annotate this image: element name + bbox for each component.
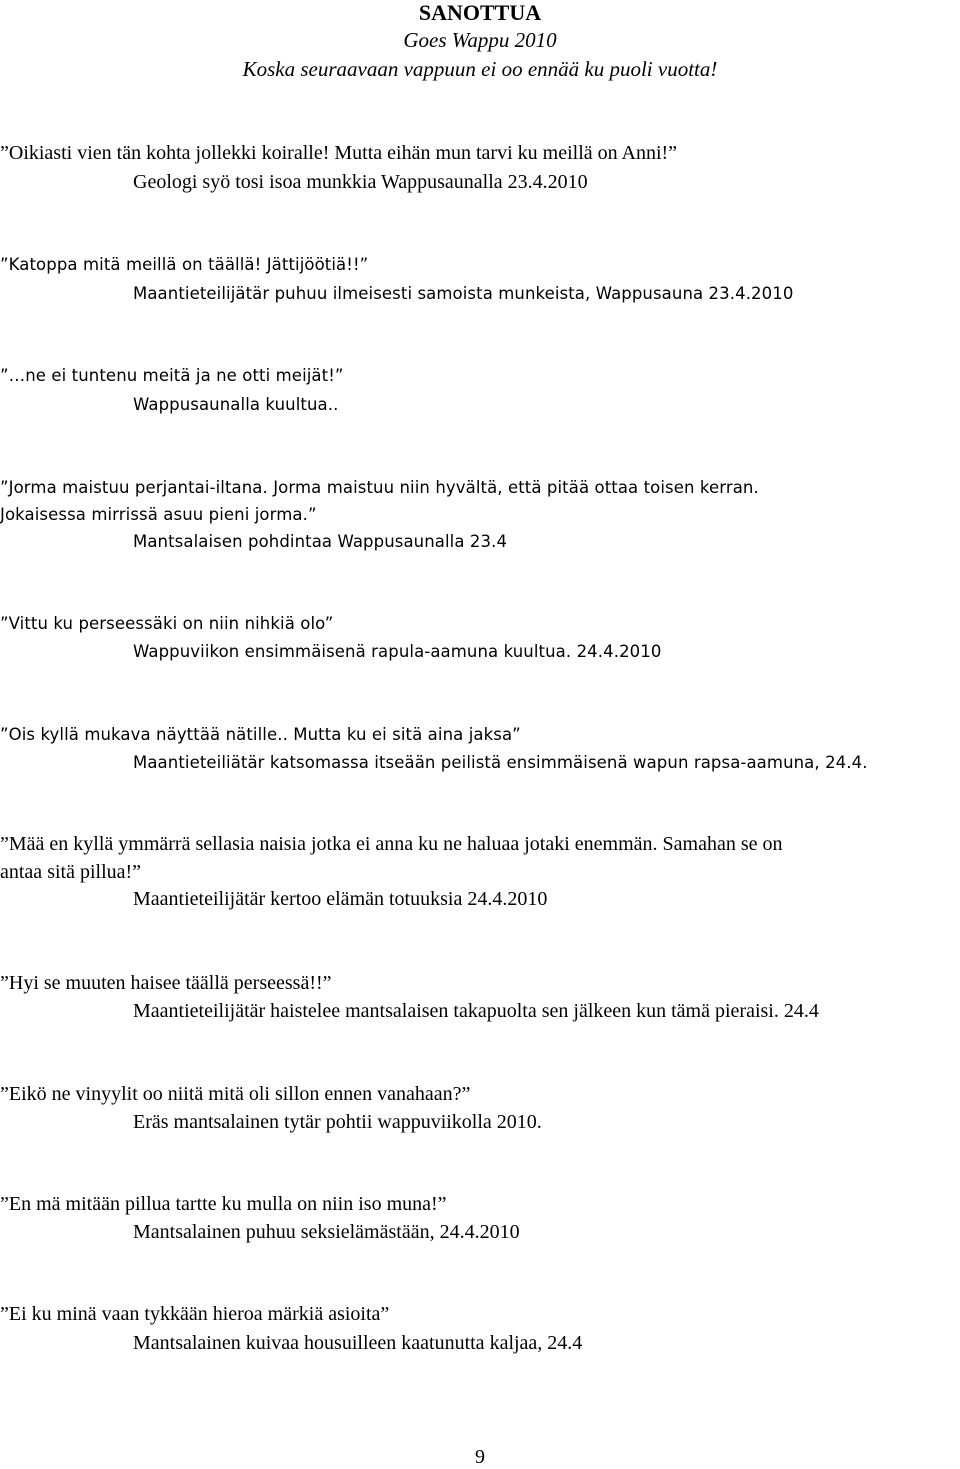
page-title: SANOTTUA (418, 0, 542, 25)
quote-text: ”Vittu ku perseessäki on niin nihkiä olo” (0, 614, 334, 633)
quote-attribution: Maantieteilijätär puhuu ilmeisesti samoista munkeista, Wappusauna 23.4.2010 (133, 284, 794, 303)
quote-text: ”Katoppa mitä meillä on täällä! Jättijöötiä!!” (0, 255, 369, 274)
quote-attribution: Wappusaunalla kuultua.. (133, 395, 339, 414)
quote-text: ”Mää en kyllä ymmärrä sellasia naisia jotka ei anna ku ne haluaa jotaki enemmän. Samahan se on (0, 833, 783, 855)
quote-text: ”En mä mitään pillua tartte ku mulla on niin iso muna!” (0, 1193, 447, 1215)
quote-attribution: Mantsalainen kuivaa housuilleen kaatunutta kaljaa, 24.4 (133, 1332, 583, 1354)
quote-text: ”Ois kyllä mukava näyttää nätille.. Mutta ku ei sitä aina jaksa” (0, 725, 521, 744)
quote-attribution: Eräs mantsalainen tytär pohtii wappuviikolla 2010. (133, 1111, 542, 1133)
quote-attribution: Mantsalaisen pohdintaa Wappusaunalla 23.4 (133, 532, 508, 551)
subtitle-line-1: Goes Wappu 2010 (403, 28, 557, 52)
document-header (0, 0, 960, 84)
quote-attribution: Mantsalainen puhuu seksielämästään, 24.4.2010 (133, 1221, 520, 1243)
quote-attribution: Geologi syö tosi isoa munkkia Wappusaunalla 23.4.2010 (133, 171, 588, 193)
quote-text: ”Oikiasti vien tän kohta jollekki koiralle! Mutta eihän mun tarvi ku meillä on Anni!” (0, 142, 678, 164)
quote-text-continued: antaa sitä pillua!” (0, 861, 142, 883)
page-number: 9 (475, 1446, 485, 1468)
quote-text: ”Eikö ne vinyylit oo niitä mitä oli sillon ennen vanahaan?” (0, 1083, 471, 1105)
quote-attribution: Maantieteilijätär haistelee mantsalaisen takapuolta sen jälkeen kun tämä pieraisi. 24.4 (133, 1000, 819, 1022)
quote-attribution: Maantieteiliätär katsomassa itseään peilistä ensimmäisenä wapun rapsa-aamuna, 24.4. (133, 753, 868, 772)
subtitle-line-2: Koska seuraavaan vappuun ei oo ennää ku puoli vuotta! (242, 57, 718, 81)
quote-text: ”Ei ku minä vaan tykkään hieroa märkiä asioita” (0, 1303, 390, 1325)
quote-text-continued: Jokaisessa mirrissä asuu pieni jorma.” (0, 505, 317, 524)
quote-attribution: Wappuviikon ensimmäisenä rapula-aamuna kuultua. 24.4.2010 (133, 642, 662, 661)
quote-text: ”Hyi se muuten haisee täällä perseessä!!” (0, 972, 332, 994)
quote-text: ”Jorma maistuu perjantai-iltana. Jorma maistuu niin hyvältä, että pitää ottaa toisen kerran. (0, 478, 759, 497)
quote-text: ”…ne ei tuntenu meitä ja ne otti meijät!” (0, 366, 344, 385)
quote-attribution: Maantieteilijätär kertoo elämän totuuksia 24.4.2010 (133, 888, 548, 910)
